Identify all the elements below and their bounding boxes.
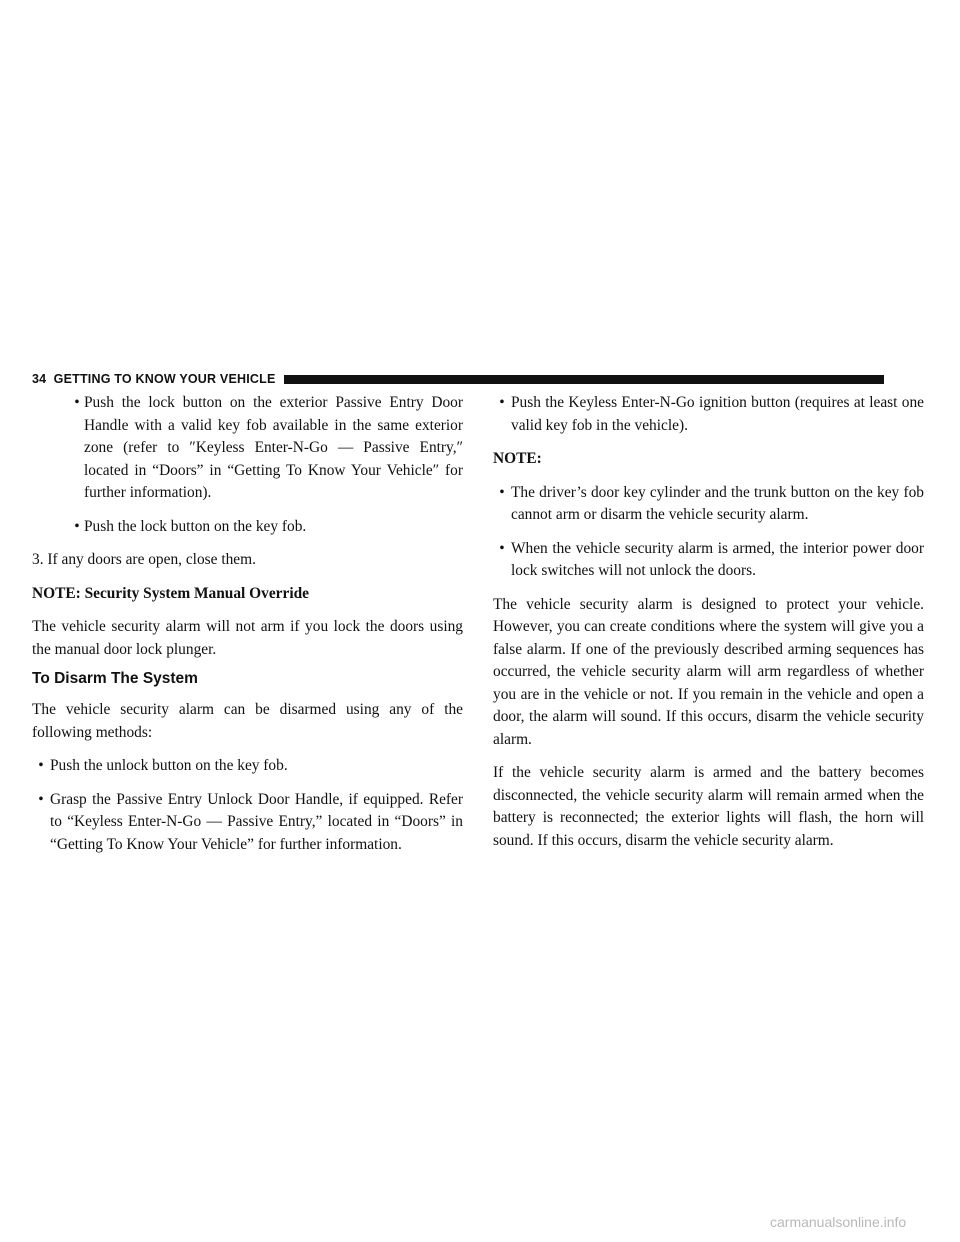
paragraph: If the vehicle security alarm is armed and the battery becomes disconnected, the vehicle security alarm will remain armed when the battery is reconnected; the exterior lights will flash, the horn will sound. If this occurs, disarm the vehicle security alarm. <box>493 764 924 849</box>
page-header <box>32 371 884 387</box>
right-column <box>493 392 924 852</box>
bullet-icon: • <box>38 790 44 808</box>
bullet-icon: • <box>499 539 505 557</box>
left-column <box>32 392 463 856</box>
bullet-icon: • <box>38 757 44 774</box>
watermark: carmanualsonline.info <box>770 1214 907 1230</box>
note-label: NOTE: <box>493 450 542 467</box>
list-item: • Push the unlock button on the key fob. <box>32 755 463 778</box>
header-label <box>32 372 284 386</box>
bullet-icon: • <box>499 483 505 501</box>
bullet-icon: • <box>74 517 80 535</box>
list-item: • The driver’s door key cylinder and the trunk button on the key fob cannot arm or disarm the vehicle security alarm. <box>493 482 924 527</box>
bullet-icon: • <box>74 394 80 411</box>
section-title: GETTING TO KNOW YOUR VEHICLE <box>53 372 276 386</box>
list-item: • Grasp the Passive Entry Unlock Door Handle, if equipped. Refer to “Keyless Enter-N-Go — Passive Entry,” located in “Doors” in “Getting To Know Your Vehicle” for further information. <box>32 789 463 857</box>
list-item: • Push the Keyless Enter-N-Go ignition button (requires at least one valid key fob in the vehicle). <box>493 392 924 437</box>
section-subheading: To Disarm The System <box>32 670 198 687</box>
paragraph: The vehicle security alarm is designed to protect your vehicle. However, you can create conditions where the system will give you a false alarm. If one of the previously described arming sequences has occurred, the vehicle security alarm will arm regardless of whether you are in the vehicle or not. If you remain in the vehicle and open a door, the alarm will sound. If this occurs, disarm the vehicle security alarm. <box>493 595 924 748</box>
note-heading: NOTE: Security System Manual Override <box>32 584 310 602</box>
list-item: • Push the lock button on the key fob. <box>70 516 463 539</box>
page-number: 34 <box>32 372 47 386</box>
bullet-icon: • <box>499 394 505 411</box>
list-item: • Push the lock button on the exterior Passive Entry Door Handle with a valid key fob available in the same exterior zone (refer to ″Keyless Enter-N-Go — Passive Entry,″ located in “Doors” in “Getting To Know Your Vehicle″ for further information). <box>70 392 463 505</box>
list-item: • When the vehicle security alarm is armed, the interior power door lock switches will not unlock the doors. <box>493 538 924 583</box>
header-rule <box>284 375 885 384</box>
disarm-intro: The vehicle security alarm can be disarmed using any of the following methods: <box>32 701 463 741</box>
step-3: 3. If any doors are open, close them. <box>32 551 256 568</box>
note-text: The vehicle security alarm will not arm if you lock the doors using the manual door lock plunger. <box>32 618 463 658</box>
